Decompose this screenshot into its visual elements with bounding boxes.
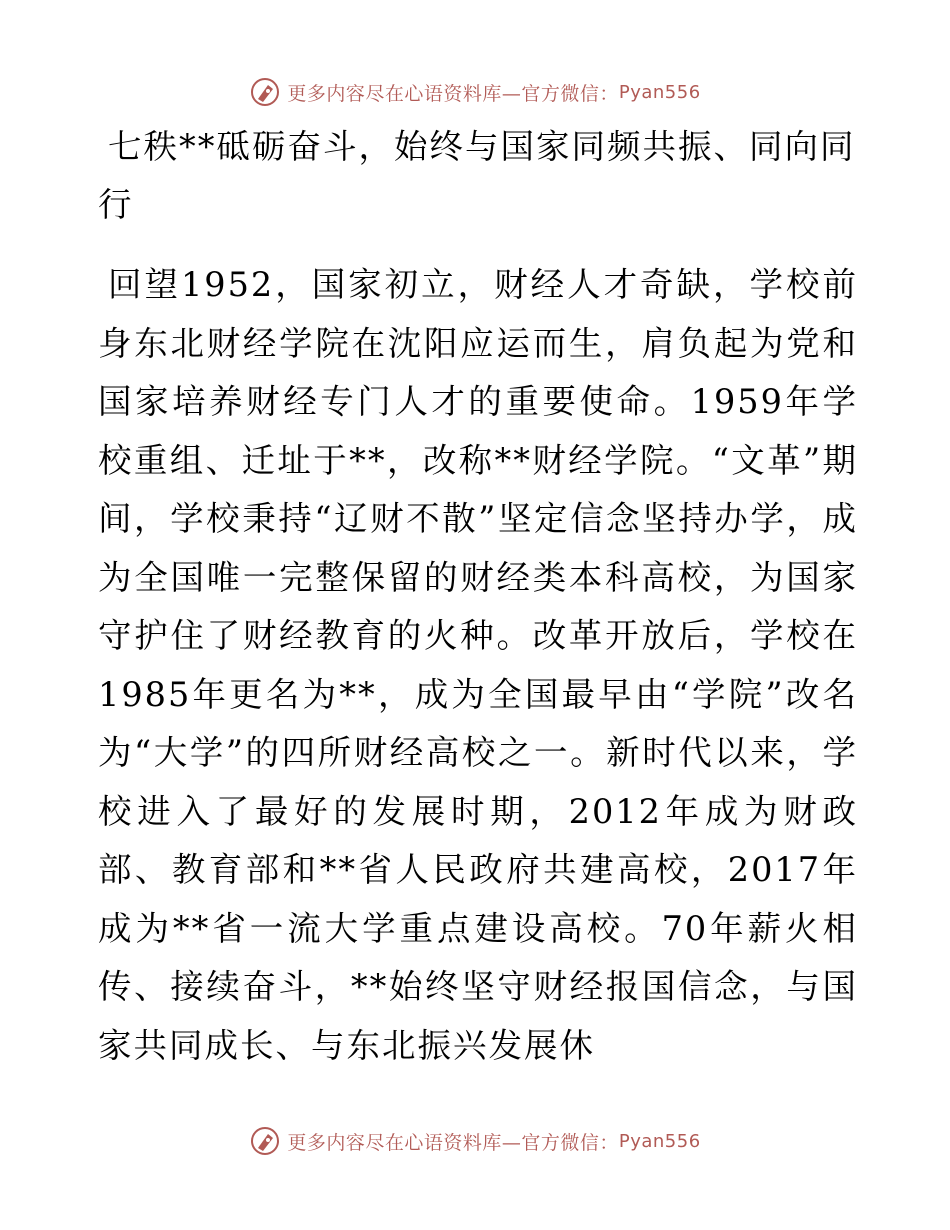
watermark-header <box>0 72 950 112</box>
section-heading <box>98 118 858 234</box>
watermark-footer <box>0 1121 950 1161</box>
watermark-text: 更多内容尽在心语资料库—官方微信： <box>287 1131 619 1154</box>
watermark-wechat-id: Pyan556 <box>618 1130 701 1152</box>
pen-nib-logo-icon <box>249 1125 281 1157</box>
heading-line-1: 七秩**砥砺奋斗，始终与国家同频共振、同向同 <box>108 127 856 166</box>
body-paragraph: 回望1952，国家初立，财经人才奇缺，学校前身东北财经学院在沈阳应运而生，肩负起为党和国家培养财经专门人才的重要使命。1959年学校重组、迁址于**，改称**财经学院。“文革”期间，学校秉持“辽财不散”坚定信念坚持办学，成为全国唯一完整保留的财经类本科高校，为国家守护住了财经教育的火种。改革开放后，学校在1985年更名为**，成为全国最早由“学院”改名为“大学”的四所财经高校之一。新时代以来，学校进入了最好的发展时期，2012年成为财政部、教育部和**省人民政府共建高校，2017年成为**省一流大学重点建设高校。70年薪火相传、接续奋斗，**始终坚守财经报国信念，与国家共同成长、与东北振兴发展休 <box>98 265 858 1065</box>
document-body <box>98 118 858 1075</box>
heading-line-2: 行 <box>98 185 134 224</box>
pen-nib-logo-icon <box>249 76 281 108</box>
watermark-text: 更多内容尽在心语资料库—官方微信： <box>287 82 619 105</box>
watermark-wechat-id: Pyan556 <box>618 81 701 103</box>
